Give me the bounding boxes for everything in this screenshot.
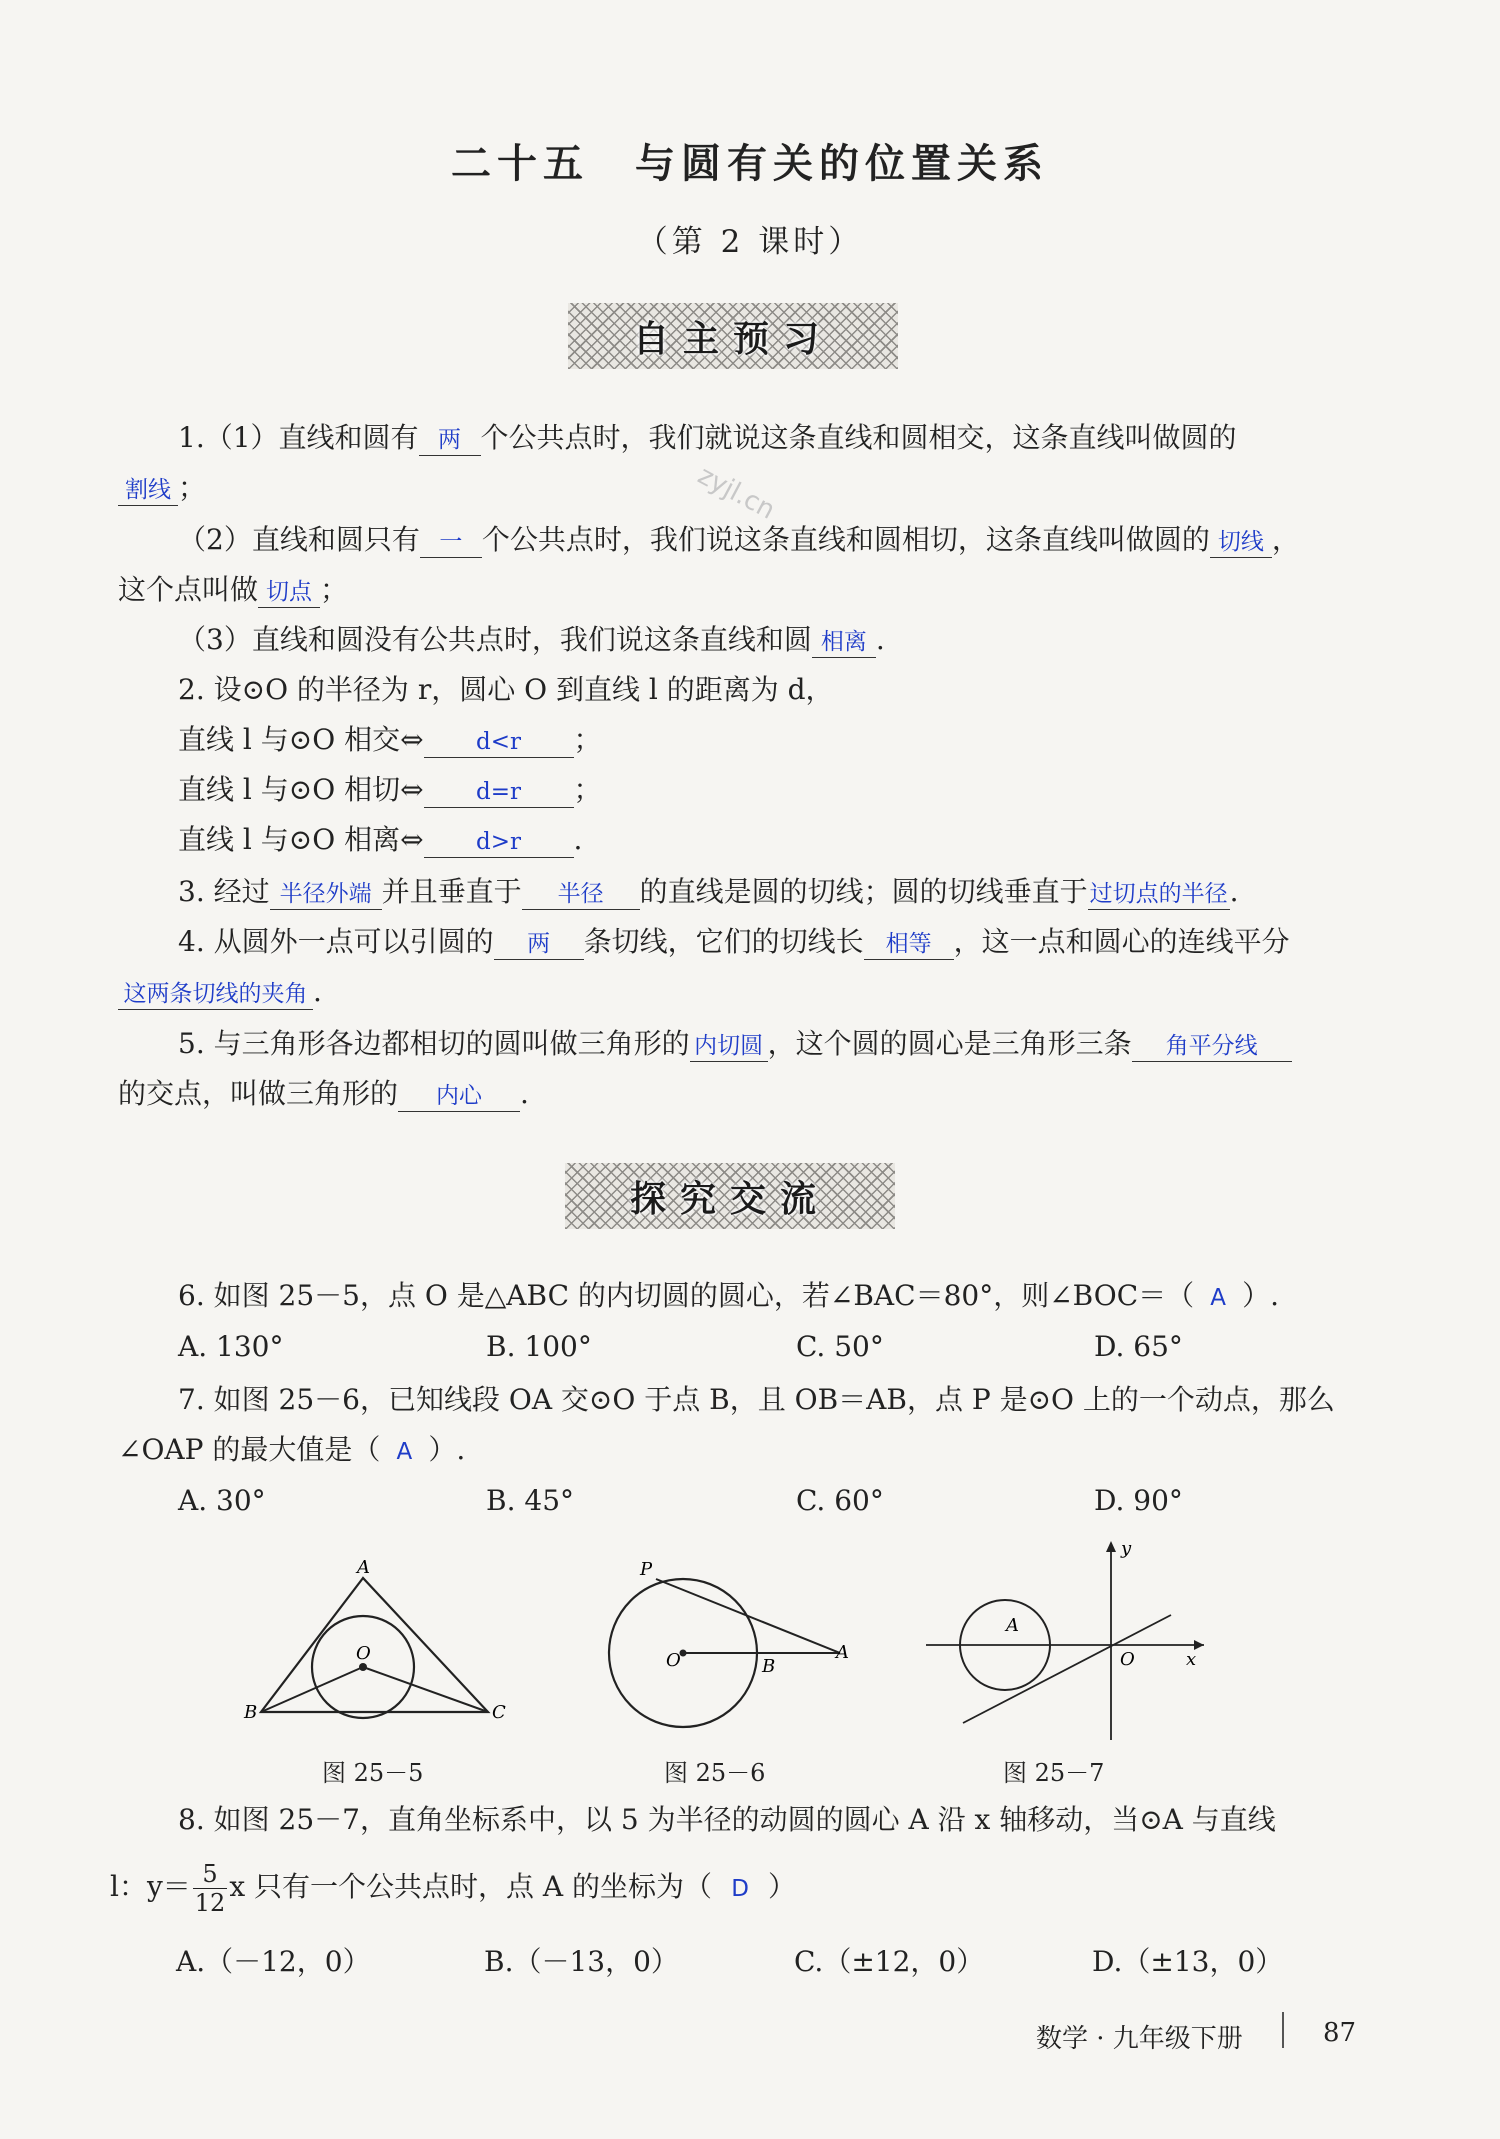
q8-option-a: A.（－12，0）: [176, 1945, 371, 1978]
q8-option-c: C.（±12，0）: [794, 1945, 985, 1978]
answer-blank: 两: [494, 929, 584, 960]
q6-option-c: C. 50°: [796, 1330, 884, 1363]
q7-option-b: B. 45°: [486, 1484, 575, 1517]
label-o: O: [356, 1643, 371, 1664]
q6-option-b: B. 100°: [486, 1330, 592, 1363]
answer-blank: 一: [420, 527, 482, 558]
section-label: 探究交流: [629, 1177, 830, 1220]
q2-row: 直线 l 与⊙O 相交⇔ d<r ；: [178, 723, 602, 756]
figure-25-5: [230, 1560, 520, 1740]
answer-blank: 切点: [258, 577, 320, 608]
q7-option-d: D. 90°: [1094, 1484, 1183, 1517]
watermark: zyjl.cn: [692, 460, 780, 526]
q2-intro: 2. 设⊙O 的半径为 r，圆心 O 到直线 l 的距离为 d，: [178, 673, 834, 706]
q6-option-d: D. 65°: [1094, 1330, 1183, 1363]
answer-blank: 角平分线: [1132, 1031, 1292, 1062]
page-number: 87: [1323, 2018, 1357, 2048]
q8-stem-line1: 8. 如图 25－7，直角坐标系中，以 5 为半径的动圆的圆心 A 沿 x 轴移动，当⊙A 与直线: [178, 1803, 1276, 1836]
fraction-5-12: $\frac{5}{12}$: [194, 1860, 226, 1917]
figure-25-7: [918, 1535, 1218, 1745]
page-title: 二十五 与圆有关的位置关系: [451, 140, 1049, 187]
y-axis-arrow: [1106, 1541, 1116, 1552]
segment-pa: [656, 1579, 840, 1653]
q4-line1: 4. 从圆外一点可以引圆的 两 条切线，它们的切线长 相等 ，这一点和圆心的连线平分: [178, 925, 1290, 958]
answer-blank: 这两条切线的夹角: [118, 979, 313, 1010]
answer-blank: d>r: [424, 827, 574, 858]
q6-stem: 6. 如图 25－5，点 O 是△ABC 的内切圆的圆心，若∠BAC＝80°，则∠BOC＝（ A ）.: [178, 1276, 1279, 1318]
figure-25-6: [600, 1555, 870, 1745]
answer-blank: d<r: [424, 727, 574, 758]
line-l: [963, 1615, 1171, 1723]
label-o: O: [666, 1650, 681, 1671]
label-p: P: [640, 1559, 653, 1580]
q8-option-b: B.（－13，0）: [484, 1945, 679, 1978]
figure-caption: 图 25－5: [322, 1759, 424, 1787]
q1-line3: （2）直线和圆只有 一 个公共点时，我们说这条直线和圆相切，这条直线叫做圆的 切线 ，: [178, 523, 1300, 556]
q7-option-c: C. 60°: [796, 1484, 884, 1517]
label-x: x: [1186, 1649, 1197, 1670]
label-b: B: [762, 1656, 776, 1677]
center-o-dot: [359, 1663, 367, 1671]
q1-line2: 割线 ；: [118, 468, 206, 508]
answer-choice: D: [731, 1876, 749, 1902]
q5-line1: 5. 与三角形各边都相切的圆叫做三角形的 内切圆 ，这个圆的圆心是三角形三条 角平分线: [178, 1024, 1292, 1064]
book-title: 数学 · 九年级下册: [1036, 2024, 1243, 2054]
section-banner-explore: [565, 1163, 895, 1229]
label-y: y: [1121, 1538, 1132, 1559]
answer-blank: d=r: [424, 777, 574, 808]
answer-blank: 内切圆: [690, 1031, 768, 1062]
answer-choice: A: [1210, 1285, 1226, 1311]
figure-caption: 图 25－6: [664, 1759, 766, 1787]
q1-line1: 1.（1）直线和圆有 两 个公共点时，我们就说这条直线和圆相交，这条直线叫做圆的: [178, 421, 1237, 454]
q1-line5: （3）直线和圆没有公共点时，我们说这条直线和圆 相离 .: [178, 623, 885, 656]
label-a: A: [836, 1642, 849, 1663]
q5-line2: 的交点，叫做三角形的 内心 .: [118, 1077, 529, 1110]
q7-option-a: A. 30°: [178, 1484, 266, 1517]
label-a: A: [357, 1560, 370, 1578]
q7-stem-line1: 7. 如图 25－6，已知线段 OA 交⊙O 于点 B，且 OB＝AB，点 P 是⊙O 上的一个动点，那么: [178, 1383, 1335, 1416]
label-o: O: [1120, 1649, 1135, 1670]
q8-stem-line2: l：y＝ $\frac{5}{12}$ x 只有一个公共点时，点 A 的坐标为（ D ）: [110, 1860, 797, 1917]
label-c: C: [492, 1702, 506, 1723]
section-label: 自主预习: [632, 317, 833, 360]
answer-blank: 切线: [1210, 527, 1272, 558]
q2-row: 直线 l 与⊙O 相离⇔ d>r .: [178, 823, 583, 856]
q2-row: 直线 l 与⊙O 相切⇔ d=r ；: [178, 773, 602, 806]
answer-blank: 半径外端: [270, 879, 382, 910]
answer-blank: 两: [419, 425, 481, 456]
q8-option-d: D.（±13，0）: [1092, 1945, 1284, 1978]
q4-line2: 这两条切线的夹角 .: [118, 972, 322, 1012]
q3-line: 3. 经过 半径外端 并且垂直于 半径 的直线是圆的切线；圆的切线垂直于过切点的半径.: [178, 875, 1239, 908]
figure-caption: 图 25－7: [1003, 1759, 1105, 1787]
answer-blank: 半径: [522, 879, 640, 910]
label-b: B: [244, 1702, 258, 1723]
triangle-abc: [261, 1578, 488, 1712]
answer-blank: 过切点的半径: [1088, 879, 1230, 910]
footer-divider: [1282, 2012, 1284, 2048]
q6-option-a: A. 130°: [178, 1330, 284, 1363]
segment-oc: [363, 1667, 488, 1712]
answer-blank: 相离: [812, 627, 876, 658]
section-banner-preview: [568, 303, 898, 369]
answer-blank: 内心: [398, 1081, 520, 1112]
answer-blank: 相等: [864, 929, 954, 960]
answer-choice: A: [396, 1439, 413, 1465]
lesson-subtitle: （第 2 课时）: [636, 224, 864, 260]
q1-line4: 这个点叫做 切点 ；: [118, 573, 349, 606]
q7-stem-line2: ∠OAP 的最大值是（ A ）.: [118, 1430, 465, 1472]
label-a: A: [1006, 1615, 1019, 1636]
answer-blank: 割线: [118, 475, 178, 506]
